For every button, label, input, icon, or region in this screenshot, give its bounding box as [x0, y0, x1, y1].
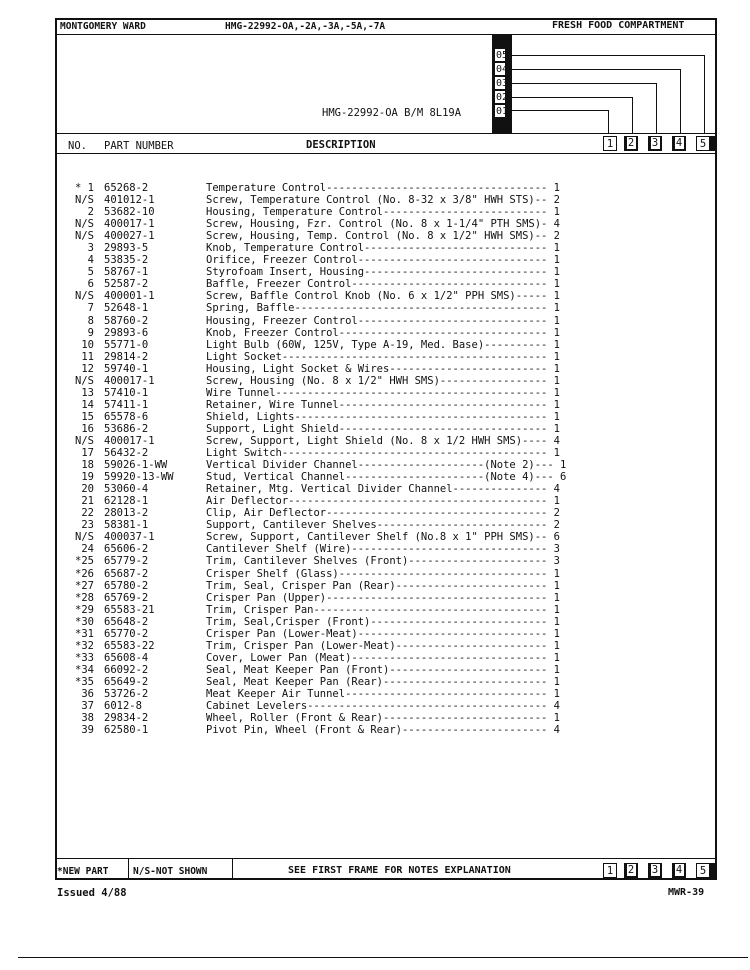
part-number: 65578-6 [104, 410, 149, 423]
part-description: Trim, Seal, Crisper Pan (Rear)------------------------ 1 [206, 579, 561, 592]
part-description: Wire Tunnel------------------------------------------- 1 [206, 386, 561, 399]
brand-label: MONTGOMERY WARD [60, 21, 146, 32]
part-number: 53686-2 [104, 422, 149, 435]
footer-model-col-2: 2 [624, 863, 638, 878]
part-description: Retainer, Wire Tunnel--------------------------------- 1 [206, 398, 561, 411]
part-description: Housing, Temperature Control-------------------------- 1 [206, 206, 561, 219]
part-no: *30 [75, 615, 94, 628]
footer-new-part: *NEW PART [57, 866, 109, 877]
part-no: *28 [75, 591, 94, 604]
connector-02 [512, 97, 633, 98]
connector-05-drop [704, 55, 705, 133]
part-number: 65769-2 [104, 591, 149, 604]
model-label: HMG-22992-OA,-2A,-3A,-5A,-7A [225, 21, 386, 32]
bm-label: HMG-22992-OA B/M 8L19A [322, 107, 462, 119]
part-no: 8 [87, 314, 94, 327]
part-description: Meat Keeper Air Tunnel-------------------------------- 1 [206, 687, 561, 700]
part-description: Trim, Crisper Pan (Lower-Meat)------------------------ 1 [206, 639, 561, 652]
footer-model-col-1: 1 [603, 863, 617, 878]
model-box-03: 03 [496, 78, 509, 89]
part-description: Cabinet Levelers-------------------------------------- 4 [206, 700, 561, 713]
part-number: 57410-1 [104, 386, 149, 399]
part-no: 36 [81, 687, 94, 700]
part-description: Screw, Support, Light Shield (No. 8 x 1/2 HWH SMS)---- 4 [206, 434, 561, 447]
part-description: Pivot Pin, Wheel (Front & Rear)----------------------- 4 [206, 724, 561, 737]
part-description: Retainer, Mtg. Vertical Divider Channel--------------- 4 [206, 483, 561, 496]
part-description: Light Switch------------------------------------------ 1 [206, 447, 561, 460]
connector-02-drop [632, 97, 633, 133]
part-no: 6 [87, 278, 94, 291]
part-no: N/S [75, 230, 94, 243]
part-description: Temperature Control----------------------------------- 1 [206, 182, 561, 194]
part-number: 65583-21 [104, 603, 155, 616]
part-number: 65770-2 [104, 627, 149, 640]
part-number: 56432-2 [104, 447, 149, 460]
part-no: *32 [75, 639, 94, 652]
part-number: 66092-2 [104, 663, 149, 676]
part-number: 59026-1-WW [104, 459, 168, 472]
section-label: FRESH FOOD COMPARTMENT [552, 20, 685, 31]
part-no: 16 [81, 422, 94, 435]
part-description: Orifice, Freezer Control------------------------------ 1 [206, 254, 561, 267]
part-description: Crisper Pan (Upper)----------------------------------- 1 [206, 591, 561, 604]
part-description: Light Socket------------------------------------------ 1 [206, 350, 561, 363]
part-no: 5 [87, 266, 94, 279]
part-description: Crisper Shelf (Glass)--------------------------------- 1 [206, 567, 561, 580]
part-description: Screw, Baffle Control Knob (No. 6 x 1/2" PPH SMS)----- 1 [206, 290, 561, 303]
footer-not-shown: N/S-NOT SHOWN [133, 866, 208, 877]
part-no: 37 [81, 700, 94, 713]
issued-label: Issued 4/88 [57, 887, 127, 899]
part-no: 13 [81, 386, 94, 399]
part-description: Trim, Crisper Pan------------------------------------- 1 [206, 603, 561, 616]
part-description: Clip, Air Deflector----------------------------------- 2 [206, 507, 561, 520]
part-description: Air Deflector----------------------------------------- 1 [206, 495, 561, 508]
part-no: 24 [81, 543, 94, 556]
part-description: Knob, Freezer Control--------------------------------- 1 [206, 326, 561, 339]
model-col-2: 2 [624, 136, 638, 151]
part-number: 400027-1 [104, 230, 155, 243]
part-number: 65608-4 [104, 651, 149, 664]
part-description: Knob, Temperature Control----------------------------- 1 [206, 242, 561, 255]
part-description: Screw, Housing, Temp. Control (No. 8 x 1/2" HWH SMS)-- 2 [206, 230, 561, 243]
part-description: Trim, Cantilever Shelves (Front)---------------------- 3 [206, 555, 561, 568]
part-number: 29814-2 [104, 350, 149, 363]
part-no: 38 [81, 712, 94, 725]
part-description: Cantilever Shelf (Wire)------------------------------- 3 [206, 543, 561, 556]
part-no: *33 [75, 651, 94, 664]
part-number: 58767-1 [104, 266, 149, 279]
part-no: 20 [81, 483, 94, 496]
part-no: 4 [87, 254, 94, 267]
part-description: Trim, Seal,Crisper (Front)---------------------------- 1 [206, 615, 561, 628]
part-no: *26 [75, 567, 94, 580]
model-col-5: 5 [696, 136, 710, 151]
part-number: 62128-1 [104, 495, 149, 508]
part-description: Housing, Light Socket & Wires------------------------- 1 [206, 362, 561, 375]
header-rule [55, 34, 717, 35]
part-description: Spring, Baffle---------------------------------------- 1 [206, 302, 561, 315]
part-number: 57411-1 [104, 398, 149, 411]
model-box-02: 02 [496, 92, 509, 103]
part-no: *27 [75, 579, 94, 592]
part-number: 400001-1 [104, 290, 155, 303]
part-no: 11 [81, 350, 94, 363]
part-description: Screw, Support, Cantilever Shelf (No.8 x 1" PPH SMS)-- 6 [206, 531, 561, 544]
part-description: Stud, Vertical Channel----------------------(Note 4)--- 6 [206, 471, 567, 484]
footer-model-col-4: 4 [672, 863, 686, 878]
part-number: 53835-2 [104, 254, 149, 267]
part-description: Vertical Divider Channel--------------------(Note 2)--- 1 [206, 459, 567, 472]
part-no: 10 [81, 338, 94, 351]
part-number: 29834-2 [104, 712, 149, 725]
part-number: 65648-2 [104, 615, 149, 628]
part-number: 401012-1 [104, 194, 155, 207]
col-partnumber-header: PART NUMBER [104, 140, 174, 152]
col-no-header: NO. [68, 140, 87, 152]
part-no: * 1 [75, 182, 94, 194]
part-description: Styrofoam Insert, Housing----------------------------- 1 [206, 266, 561, 279]
part-number: 59740-1 [104, 362, 149, 375]
part-number: 6012-8 [104, 700, 142, 713]
part-no: 14 [81, 398, 94, 411]
part-number: 29893-5 [104, 242, 149, 255]
model-col-1: 1 [603, 136, 617, 151]
part-no: *35 [75, 675, 94, 688]
model-col-5-shade [710, 136, 716, 151]
part-no: 3 [87, 242, 94, 255]
connector-05 [512, 55, 705, 56]
bottom-page-rule [18, 957, 748, 958]
connector-01-drop [608, 110, 609, 133]
connector-04-drop [680, 69, 681, 133]
footer-top-rule [55, 858, 717, 859]
footer-note: SEE FIRST FRAME FOR NOTES EXPLANATION [288, 865, 511, 876]
part-description: Cover, Lower Pan (Meat)------------------------------- 1 [206, 651, 561, 664]
part-number: 53060-4 [104, 483, 149, 496]
part-no: N/S [75, 218, 94, 231]
part-no: 18 [81, 459, 94, 472]
part-number: 58760-2 [104, 314, 149, 327]
connector-04 [512, 69, 681, 70]
part-no: 23 [81, 519, 94, 532]
part-number: 62580-1 [104, 724, 149, 737]
part-description: Shield, Lights---------------------------------------- 1 [206, 410, 561, 423]
part-number: 400017-1 [104, 374, 155, 387]
column-header-top-rule [55, 133, 717, 134]
part-description: Housing, Freezer Control------------------------------ 1 [206, 314, 561, 327]
part-no: 7 [87, 302, 94, 315]
part-number: 29893-6 [104, 326, 149, 339]
footer-model-col-3: 3 [648, 863, 662, 878]
part-no: *34 [75, 663, 94, 676]
footer-divider-1 [128, 858, 129, 880]
footer-model-col-5-shade [710, 863, 716, 878]
part-description: Light Bulb (60W, 125V, Type A-19, Med. Base)---------- 1 [206, 338, 561, 351]
part-description: Screw, Temperature Control (No. 8-32 x 3/8" HWH STS)-- 2 [206, 194, 561, 207]
footer-model-col-5: 5 [696, 863, 710, 878]
part-number: 53726-2 [104, 687, 149, 700]
part-no: 2 [87, 206, 94, 219]
part-number: 65583-22 [104, 639, 155, 652]
part-no: N/S [75, 290, 94, 303]
connector-01 [512, 110, 609, 111]
part-number: 400017-1 [104, 218, 155, 231]
part-no: *25 [75, 555, 94, 568]
model-col-4: 4 [672, 136, 686, 151]
part-no: N/S [75, 434, 94, 447]
part-no: *29 [75, 603, 94, 616]
col-description-header: DESCRIPTION [306, 139, 376, 151]
part-no: *31 [75, 627, 94, 640]
part-no: 39 [81, 724, 94, 737]
part-no: 15 [81, 410, 94, 423]
model-box-05: 05 [496, 50, 509, 61]
part-no: 17 [81, 447, 94, 460]
part-no: 22 [81, 507, 94, 520]
part-number: 65606-2 [104, 543, 149, 556]
part-description: Seal, Meat Keeper Pan (Rear)-------------------------- 1 [206, 675, 561, 688]
part-description: Support, Light Shield--------------------------------- 1 [206, 422, 561, 435]
part-no: 19 [81, 471, 94, 484]
column-header-bottom-rule [55, 153, 717, 154]
part-number: 65779-2 [104, 555, 149, 568]
part-number: 400037-1 [104, 531, 155, 544]
model-box-04: 04 [496, 64, 509, 75]
model-box-01: 01 [496, 106, 509, 117]
part-description: Baffle, Freezer Control------------------------------- 1 [206, 278, 561, 291]
part-description: Seal, Meat Keeper Pan (Front)------------------------- 1 [206, 663, 561, 676]
part-no: N/S [75, 194, 94, 207]
part-number: 65649-2 [104, 675, 149, 688]
page-code: MWR-39 [668, 887, 705, 898]
part-no: 21 [81, 495, 94, 508]
part-description: Support, Cantilever Shelves--------------------------- 2 [206, 519, 561, 532]
part-number: 65687-2 [104, 567, 149, 580]
part-description: Crisper Pan (Lower-Meat)------------------------------ 1 [206, 627, 561, 640]
part-number: 53682-10 [104, 206, 155, 219]
part-description: Screw, Housing, Fzr. Control (No. 8 x 1-1/4" PTH SMS)- 4 [206, 218, 561, 231]
part-number: 52648-1 [104, 302, 149, 315]
part-description: Screw, Housing (No. 8 x 1/2" HWH SMS)----------------- 1 [206, 374, 561, 387]
part-no: N/S [75, 374, 94, 387]
part-number: 65268-2 [104, 182, 149, 194]
part-no: N/S [75, 531, 94, 544]
part-number: 52587-2 [104, 278, 149, 291]
part-number: 58381-1 [104, 519, 149, 532]
part-number: 59920-13-WW [104, 471, 174, 484]
part-no: 12 [81, 362, 94, 375]
part-number: 55771-0 [104, 338, 149, 351]
part-number: 65780-2 [104, 579, 149, 592]
footer-divider-2 [232, 858, 233, 880]
part-number: 28013-2 [104, 507, 149, 520]
part-number: 400017-1 [104, 434, 155, 447]
part-no: 9 [87, 326, 94, 339]
connector-03-drop [656, 83, 657, 133]
model-col-3: 3 [648, 136, 662, 151]
connector-03 [512, 83, 657, 84]
part-description: Wheel, Roller (Front & Rear)-------------------------- 1 [206, 712, 561, 725]
